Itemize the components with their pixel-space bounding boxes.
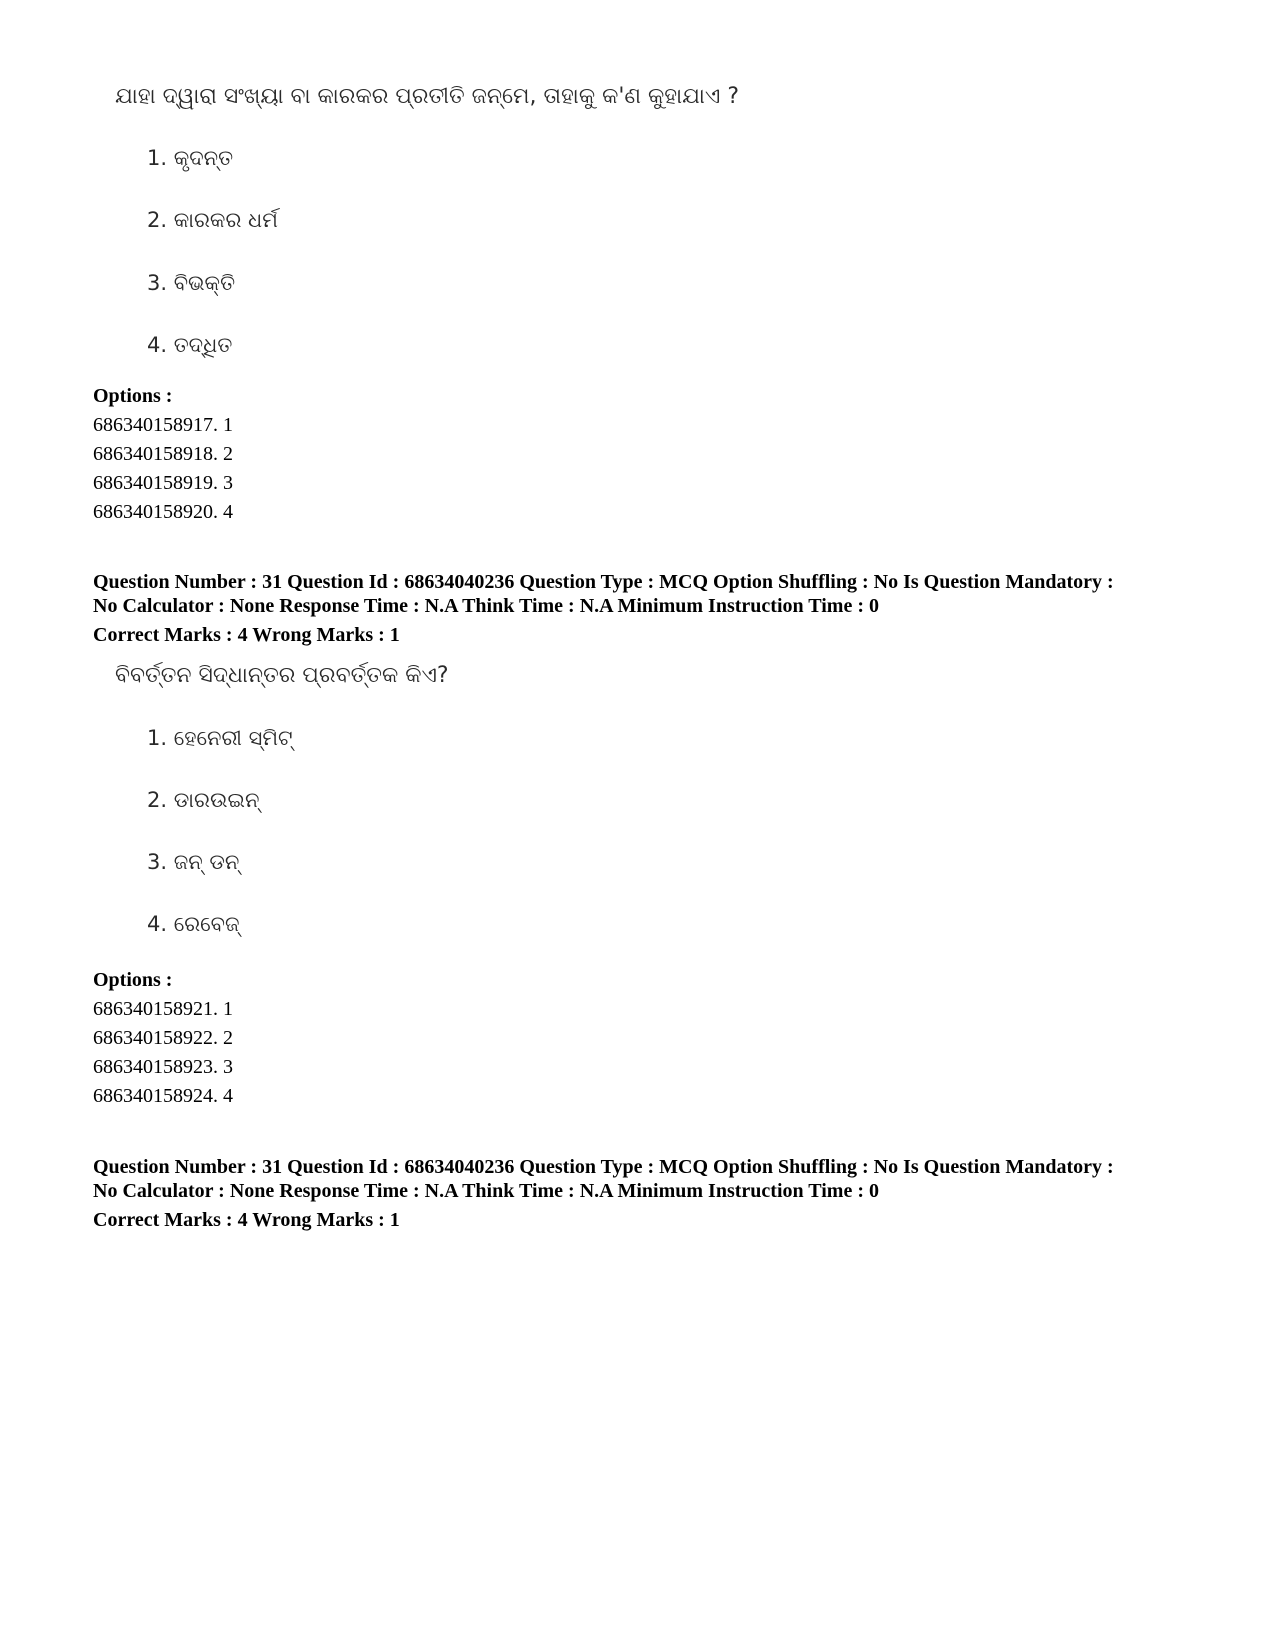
option-line: 686340158921. 1	[93, 998, 233, 1020]
question-1-choice-3: 3. ବିଭକ୍ତି	[147, 271, 236, 295]
options-heading: Options :	[93, 969, 173, 991]
marks-line: Correct Marks : 4 Wrong Marks : 1	[93, 1209, 400, 1231]
question-1-stem: ଯାହା ଦ୍ୱାରା ସଂଖ୍ୟା ବା କାରକର ପ୍ରତୀତି ଜନ୍ମେ, ତାହାକୁ କ'ଣ କୁହାଯାଏ ?	[115, 84, 740, 109]
option-line: 686340158917. 1	[93, 414, 233, 436]
options-heading: Options :	[93, 385, 173, 407]
option-line: 686340158922. 2	[93, 1027, 233, 1049]
option-line: 686340158924. 4	[93, 1085, 233, 1107]
question-meta-line: No Calculator : None Response Time : N.A Think Time : N.A Minimum Instruction Time : 0	[93, 1180, 879, 1202]
question-1-choice-2: 2. କାରକର ଧର୍ମ	[147, 208, 278, 232]
question-2-choice-3: 3. ଜନ୍ ଡନ୍	[147, 850, 240, 874]
question-1-choice-1: 1. କୃଦନ୍ତ	[147, 146, 234, 170]
question-2-stem: ବିବର୍ତ୍ତନ ସିଦ୍ଧାନ୍ତର ପ୍ରବର୍ତ୍ତକ କିଏ?	[115, 663, 449, 688]
question-meta-line: Question Number : 31 Question Id : 68634040236 Question Type : MCQ Option Shuffling : No Is Question Mandatory :	[93, 571, 1114, 593]
option-line: 686340158923. 3	[93, 1056, 233, 1078]
option-line: 686340158920. 4	[93, 501, 233, 523]
question-2-choice-4: 4. ରେବେଜ୍	[147, 912, 240, 936]
question-2-choice-2: 2. ଡାରଉଇନ୍	[147, 788, 260, 812]
question-meta-2	[93, 1155, 1213, 1232]
option-line: 686340158919. 3	[93, 472, 233, 494]
marks-line: Correct Marks : 4 Wrong Marks : 1	[93, 624, 400, 646]
options-list-2	[93, 966, 233, 1111]
question-meta-1	[93, 570, 1213, 647]
options-list-1	[93, 382, 233, 527]
question-1-choice-4: 4. ତଦ୍ଧିତ	[147, 333, 233, 357]
question-meta-line: Question Number : 31 Question Id : 68634040236 Question Type : MCQ Option Shuffling : No Is Question Mandatory :	[93, 1156, 1114, 1178]
question-meta-line: No Calculator : None Response Time : N.A Think Time : N.A Minimum Instruction Time : 0	[93, 595, 879, 617]
option-line: 686340158918. 2	[93, 443, 233, 465]
question-2-choice-1: 1. ହେନେରୀ ସ୍ମିଟ୍	[147, 726, 293, 750]
